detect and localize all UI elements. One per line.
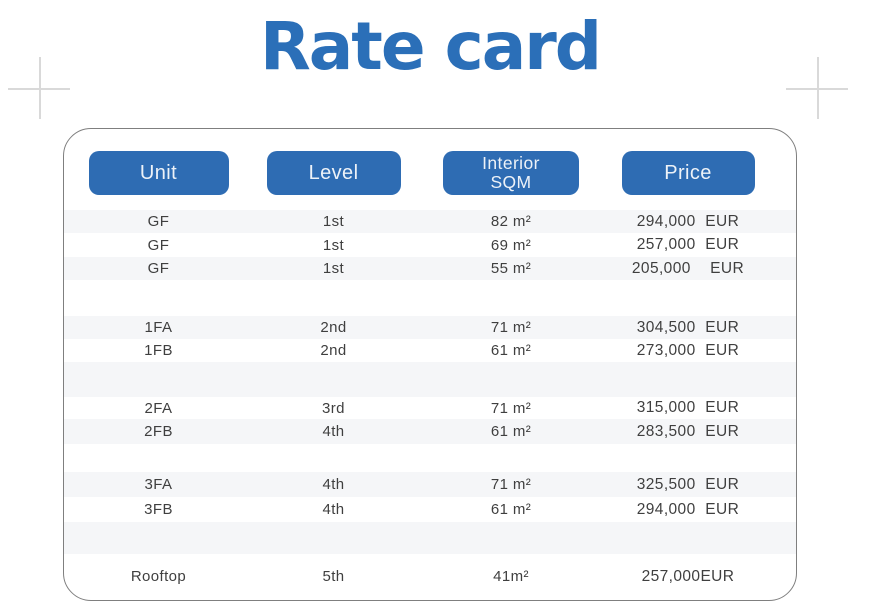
cell-price: 283,500 EUR xyxy=(636,422,740,440)
cell-interior-sqm: 55 m² xyxy=(490,260,532,277)
spacer-row xyxy=(64,280,796,316)
table-row xyxy=(64,316,796,339)
column-header-level xyxy=(267,151,401,195)
table-row xyxy=(64,210,796,233)
crosshair-icon xyxy=(786,57,848,119)
cell-price: 205,000 EUR xyxy=(631,259,745,277)
cell-level: 1st xyxy=(322,213,345,230)
cell-price: 294,000 EUR xyxy=(636,212,740,230)
table-row xyxy=(64,339,796,362)
cell-price: 257,000 EUR xyxy=(636,236,740,253)
spacer-row xyxy=(64,522,796,554)
rate-card xyxy=(63,128,797,601)
cell-interior-sqm: 61 m² xyxy=(490,423,532,440)
cell-unit: Rooftop xyxy=(130,568,187,585)
cell-interior-sqm: 71 m² xyxy=(490,399,532,417)
crosshair-vertical-line xyxy=(817,57,819,119)
cell-unit: 3FB xyxy=(144,501,173,518)
table-row xyxy=(64,497,796,522)
cell-unit: 2FA xyxy=(144,399,173,417)
column-header-unit-label: Unit xyxy=(139,162,178,184)
cell-interior-sqm: 61 m² xyxy=(490,342,532,359)
cell-interior-sqm: 69 m² xyxy=(490,236,532,254)
cell-level: 1st xyxy=(322,260,345,277)
crosshair-icon xyxy=(8,57,70,119)
cell-level: 3rd xyxy=(322,399,345,417)
column-header-interior-sqm xyxy=(443,151,579,195)
cell-interior-sqm: 41m² xyxy=(493,568,529,585)
column-header-unit xyxy=(89,151,229,195)
page-title: Rate card xyxy=(259,8,601,85)
cell-interior-sqm: 71 m² xyxy=(490,319,532,336)
table-header-row xyxy=(64,151,796,195)
crosshair-vertical-line xyxy=(39,57,41,119)
table-row xyxy=(64,397,796,419)
cell-unit: GF xyxy=(147,260,170,277)
table-row xyxy=(64,233,796,257)
table-row xyxy=(64,257,796,280)
column-header-interior-line2: SQM xyxy=(490,172,532,192)
table-row xyxy=(64,554,796,599)
table-row xyxy=(64,419,796,444)
spacer-row xyxy=(64,444,796,472)
cell-unit: 2FB xyxy=(144,423,173,440)
cell-interior-sqm: 71 m² xyxy=(490,476,532,493)
cell-unit: GF xyxy=(147,236,170,254)
cell-unit: 1FA xyxy=(144,319,173,336)
cell-price: 315,000 EUR xyxy=(636,399,740,416)
cell-level: 5th xyxy=(322,568,345,585)
cell-price: 273,000 EUR xyxy=(636,341,740,359)
table-body xyxy=(64,210,796,599)
cell-price: 304,500 EUR xyxy=(636,318,740,336)
cell-unit: 3FA xyxy=(144,476,173,493)
cell-interior-sqm: 61 m² xyxy=(490,501,532,518)
spacer-row xyxy=(64,362,796,397)
cell-unit: 1FB xyxy=(144,342,173,359)
cell-interior-sqm: 82 m² xyxy=(490,213,532,230)
cell-price: 325,500 EUR xyxy=(636,475,740,493)
cell-level: 4th xyxy=(322,423,345,440)
column-header-level-label: Level xyxy=(308,162,359,184)
cell-price: 294,000 EUR xyxy=(636,500,740,518)
column-header-price-label: Price xyxy=(664,162,712,184)
cell-level: 4th xyxy=(322,476,345,493)
cell-level: 2nd xyxy=(320,342,347,359)
cell-level: 2nd xyxy=(320,319,347,336)
column-header-price xyxy=(622,151,755,195)
cell-unit: GF xyxy=(147,213,170,230)
column-header-interior-line1: Interior xyxy=(482,152,540,173)
table-row xyxy=(64,472,796,497)
cell-price: 257,000EUR xyxy=(641,567,735,585)
cell-level: 1st xyxy=(322,236,345,254)
cell-level: 4th xyxy=(322,501,345,518)
